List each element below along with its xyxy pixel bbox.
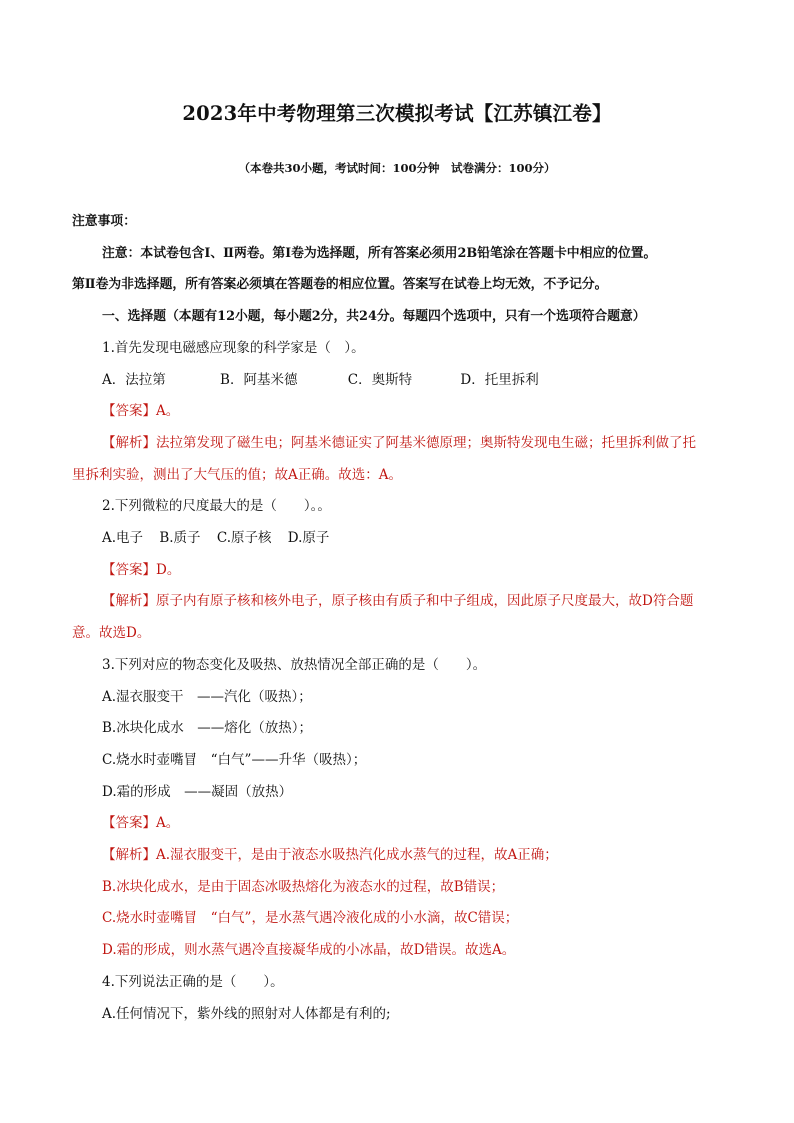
question-2-analysis-1: 【解析】原子内有原子核和核外电子，原子核由有质子和中子组成，因此原子尺度最大，故D符合题	[102, 593, 694, 610]
page-subtitle: （本卷共30小题，考试时间：100分钟 试卷满分：100分）	[238, 161, 556, 175]
question-1-answer: 【答案】A。	[102, 403, 180, 420]
option-d: D.霜的形成 ——凝固（放热）	[102, 783, 293, 800]
question-3-answer: 【答案】A。	[102, 815, 180, 832]
question-2-answer: 【答案】D。	[102, 561, 181, 578]
option-c: C．奥斯特	[347, 371, 413, 388]
page-title: 2023年中考物理第三次模拟考试【江苏镇江卷】	[182, 102, 612, 125]
option-b: B.冰块化成水 ——熔化（放热）；	[102, 720, 312, 737]
question-1-options	[72, 365, 722, 397]
question-4-stem: 4.下列说法正确的是（ ）。	[102, 973, 284, 990]
question-1-analysis-2: 里拆利实验，测出了大气压的值；故A正确。故选：A。	[72, 466, 402, 483]
question-1-stem: 1.首先发现电磁感应现象的科学家是（ ）。	[102, 339, 365, 356]
option-a: A.电子	[102, 530, 144, 547]
option-a: A.任何情况下，紫外线的照射对人体都是有利的;	[102, 1005, 391, 1022]
question-3-stem: 3.下列对应的物态变化及吸热、放热情况全部正确的是（ ）。	[102, 656, 487, 673]
option-b: B．阿基米德	[220, 371, 298, 388]
question-1-analysis-1: 【解析】法拉第发现了磁生电；阿基米德证实了阿基米德原理；奥斯特发现电生磁；托里拆利做了托	[102, 434, 696, 451]
option-d: D．托里拆利	[460, 371, 539, 388]
option-a: A.湿衣服变干 ——汽化（吸热）；	[102, 688, 312, 705]
question-3-analysis-2: B.冰块化成水，是由于固态冰吸热熔化为液态水的过程，故B错误；	[102, 878, 505, 895]
notice-line-1: 注意：本试卷包含Ⅰ、Ⅱ两卷。第Ⅰ卷为选择题，所有答案必须用2B铅笔涂在答题卡中相应的位置。	[102, 245, 657, 261]
question-2-options	[72, 523, 722, 555]
notice-line-2: 第Ⅱ卷为非选择题，所有答案必须填在答题卷的相应位置。答案写在试卷上均无效，不予记分。	[72, 277, 608, 293]
option-c: C.烧水时壶嘴冒 “白气”——升华（吸热）；	[102, 751, 367, 768]
section-heading: 一、选择题（本题有12小题，每小题2分，共24分。每题四个选项中，只有一个选项符合题意）	[102, 309, 646, 325]
option-c: C.原子核	[216, 530, 272, 547]
option-a: A．法拉第	[102, 371, 166, 388]
notice-heading: 注意事项：	[72, 214, 136, 229]
question-3-analysis-4: D.霜的形成，则水蒸气遇冷直接凝华成的小冰晶，故D错误。故选A。	[102, 942, 516, 959]
option-b: B.质子	[159, 530, 201, 547]
document-body	[72, 206, 722, 1030]
question-2-stem: 2.下列微粒的尺度最大的是（ ）。。	[102, 498, 331, 515]
question-3-analysis-1: 【解析】A.湿衣服变干，是由于液态水吸热汽化成水蒸气的过程，故A正确；	[102, 847, 558, 864]
option-d: D.原子	[287, 530, 330, 547]
question-3-analysis-3: C.烧水时壶嘴冒 “白气”，是水蒸气遇冷液化成的小水滴，故C错误；	[102, 910, 519, 927]
question-2-analysis-2: 意。故选D。	[72, 625, 151, 642]
